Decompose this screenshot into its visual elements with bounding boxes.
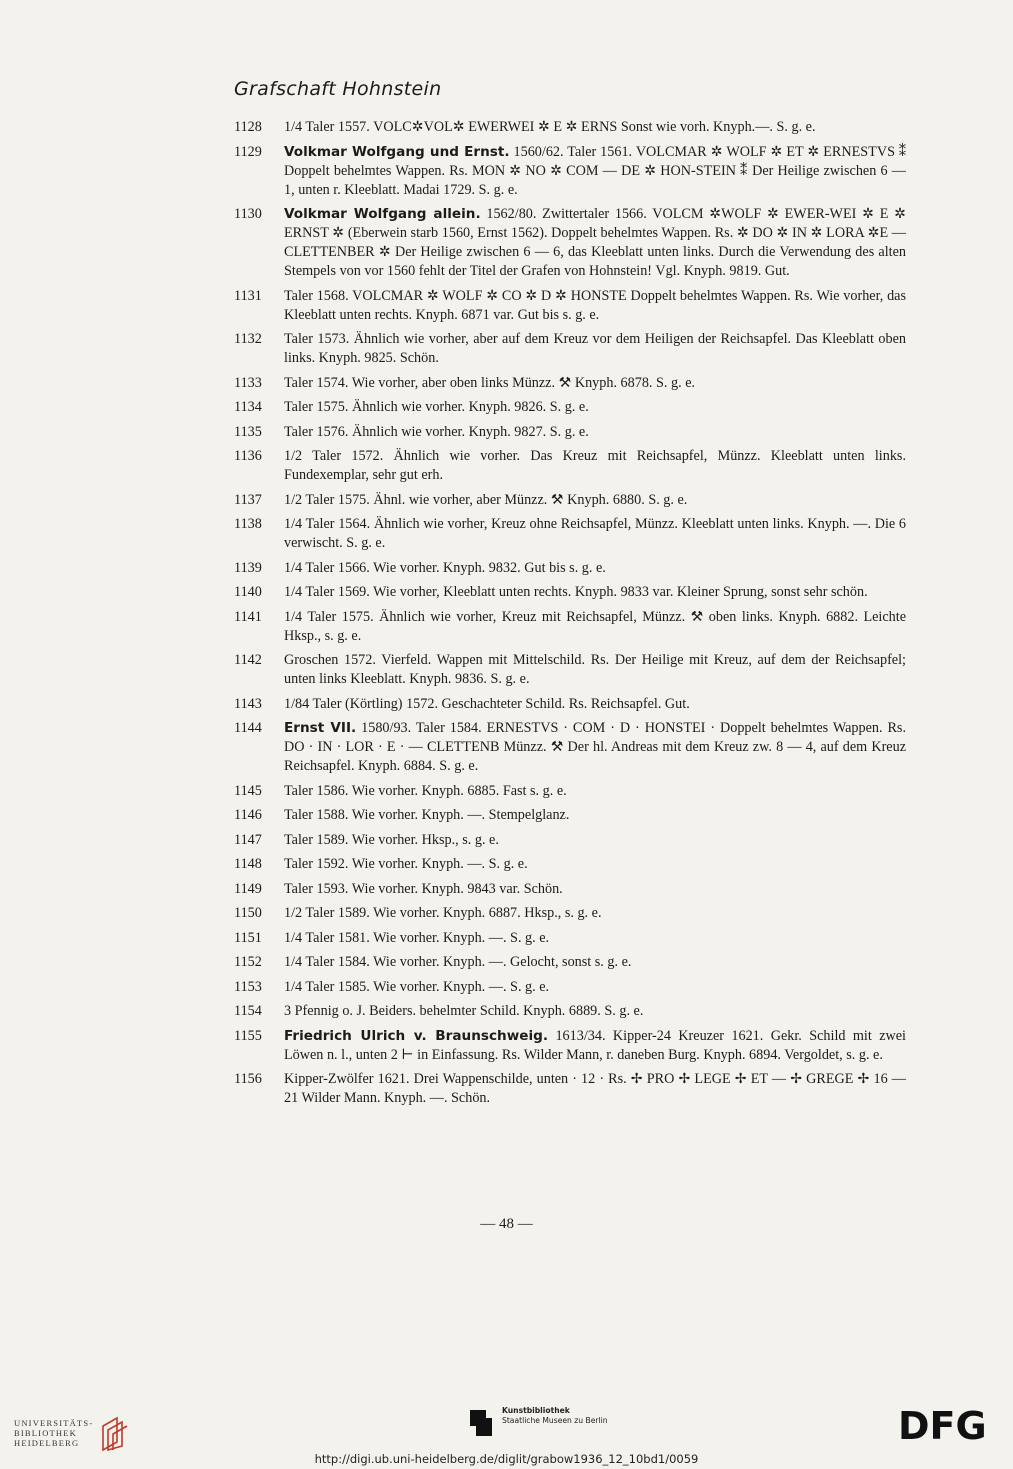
entry-description: [284, 953, 906, 972]
entry-text: 1613/34. Kipper-24 Kreuzer 1621. Gekr. Schild mit zwei Löwen n. l., unten 2 ⊢ in Einfassung. Rs. Wilder Mann, r. daneben Burg. Knyph. 6894. Vergoldet, s. g. e.: [284, 1027, 906, 1063]
entry-number: 1154: [234, 1003, 262, 1019]
catalog-entry: [234, 423, 906, 442]
entry-text: Taler 1575. Ähnlich wie vorher. Knyph. 9826. S. g. e.: [284, 399, 589, 415]
entry-number: 1132: [234, 331, 262, 347]
entry-number: 1155: [234, 1027, 262, 1044]
entry-number: 1141: [234, 608, 262, 625]
catalog-entry: [234, 651, 906, 689]
entry-text: 1/4 Taler 1564. Ähnlich wie vorher, Kreuz ohne Reichsapfel, Münzz. Kleeblatt unten links. Knyph. —. Die 6 verwischt. S. g. e.: [284, 516, 906, 551]
catalog-entry: [234, 287, 906, 325]
entry-text: 1/4 Taler 1584. Wie vorher. Knyph. —. Gelocht, sonst s. g. e.: [284, 954, 632, 970]
entry-description: [284, 719, 906, 776]
catalog-entry: [234, 118, 906, 137]
entry-description: [284, 423, 906, 442]
entry-number: 1139: [234, 559, 262, 576]
entry-description: [284, 515, 906, 553]
entry-description: [284, 782, 906, 801]
catalog-entry: [234, 782, 906, 801]
entry-number: 1137: [234, 491, 262, 508]
entry-text: 1562/80. Zwittertaler 1566. VOLCM ✲WOLF ✲ EWER-WEI ✲ E ✲ ERNST ✲ (Eberwein starb 1560, Ernst 1562). Doppelt behelmtes Wappen. Rs. ✲ DO ✲ IN ✲ LORA ✲E — CLETTENBER ✲ Der Heilige zwischen 6 — 6, das Kleeblatt unten links. Durch die Verwendung des alten Stempels von vor 1560 fehlt der Titel der Grafen von Hohnstein! Vgl. Knyph. 9819. Gut.: [284, 206, 906, 279]
library-emblem-icon: [97, 1414, 133, 1452]
entry-description: [284, 978, 906, 997]
entry-number: 1150: [234, 905, 262, 921]
entry-number: 1143: [234, 695, 262, 712]
kunstbibliothek-emblem-icon: [468, 1406, 494, 1438]
entry-number: 1136: [234, 448, 262, 464]
entry-number: 1140: [234, 584, 262, 600]
entry-text: 1/2 Taler 1572. Ähnlich wie vorher. Das Kreuz mit Reichsapfel, Münzz. Kleeblatt unten links. Fundexemplar, sehr gut erh.: [284, 448, 906, 483]
catalog-entry: [234, 447, 906, 485]
entry-text: 1/2 Taler 1589. Wie vorher. Knyph. 6887. Hksp., s. g. e.: [284, 905, 602, 921]
entry-number: 1147: [234, 831, 262, 848]
entry-text: 1/4 Taler 1585. Wie vorher. Knyph. —. S. g. e.: [284, 978, 550, 995]
entry-number: 1138: [234, 516, 262, 532]
kunstbibliothek-title: Kunstbibliothek: [502, 1406, 570, 1415]
entry-number: 1130: [234, 206, 262, 222]
entry-description: [284, 330, 906, 368]
entry-number: 1133: [234, 374, 262, 391]
catalog-entry: [234, 855, 906, 874]
entry-number: 1145: [234, 782, 262, 799]
catalog-entry: [234, 953, 906, 972]
catalog-entry: [234, 559, 906, 578]
entry-text: Groschen 1572. Vierfeld. Wappen mit Mittelschild. Rs. Der Heilige mit Kreuz, auf dem der Reichsapfel; unten links Kleeblatt. Knyph. 9836. S. g. e.: [284, 652, 906, 687]
catalog-entry: [234, 929, 906, 948]
catalog-entry: [234, 1070, 906, 1108]
entry-text: Taler 1592. Wie vorher. Knyph. —. S. g. e.: [284, 856, 528, 872]
entry-description: [284, 855, 906, 874]
catalog-entry: [234, 143, 906, 200]
entry-description: [284, 651, 906, 689]
entry-ruler-name: Volkmar Wolfgang allein.: [284, 206, 481, 222]
entry-number: 1151: [234, 929, 262, 946]
entry-number: 1149: [234, 880, 262, 897]
entry-description: [284, 118, 906, 137]
entry-text: 1/4 Taler 1566. Wie vorher. Knyph. 9832. Gut bis s. g. e.: [284, 559, 606, 576]
university-library-logo[interactable]: [14, 1414, 133, 1452]
university-library-name: UNIVERSITÄTS- BIBLIOTHEK HEIDELBERG: [14, 1418, 94, 1448]
kunstbibliothek-subtitle: Staatliche Museen zu Berlin: [502, 1416, 608, 1425]
entry-ruler-name: Volkmar Wolfgang und Ernst.: [284, 143, 510, 160]
entry-text: 1560/62. Taler 1561. VOLCMAR ✲ WOLF ✲ ET ✲ ERNESTVS ⁑ Doppelt behelmtes Wappen. Rs. MON ✲ NO ✲ COM — DE ✲ HON-STEIN ⁑ Der Heilige zwischen 6 — 1, unten r. Kleeblatt. Madai 1729. S. g. e.: [284, 143, 907, 198]
entry-description: [284, 374, 906, 393]
catalog-entry: [234, 583, 906, 602]
entry-ruler-name: Friedrich Ulrich v. Braunschweig.: [284, 1027, 549, 1044]
entry-number: 1153: [234, 978, 262, 995]
dfg-wordmark-icon: [898, 1408, 1000, 1442]
catalog-entry: [234, 1027, 906, 1065]
entry-description: [284, 880, 906, 899]
catalog-entry: [234, 515, 906, 553]
entry-text: 1/84 Taler (Körtling) 1572. Geschachteter Schild. Rs. Reichsapfel. Gut.: [284, 695, 690, 712]
catalog-entry: [234, 904, 906, 923]
entry-text: 1/4 Taler 1581. Wie vorher. Knyph. —. S. g. e.: [284, 929, 550, 946]
entry-description: [284, 205, 906, 281]
catalog-entry: [234, 398, 906, 417]
entry-text: Taler 1568. VOLCMAR ✲ WOLF ✲ CO ✲ D ✲ HONSTE Doppelt behelmtes Wappen. Rs. Wie vorher, das Kleeblatt unten rechts. Knyph. 6871 var. Gut bis s. g. e.: [284, 287, 906, 323]
catalog-entry: [234, 330, 906, 368]
entry-number: 1135: [234, 423, 262, 440]
entry-description: [284, 1027, 906, 1065]
entry-description: [284, 583, 906, 602]
footer: [0, 1400, 1013, 1469]
kunstbibliothek-logo[interactable]: [468, 1406, 608, 1438]
dfg-logo[interactable]: [898, 1408, 1000, 1447]
entry-ruler-name: Ernst VII.: [284, 720, 357, 736]
entry-description: [284, 559, 906, 578]
entry-description: [284, 287, 906, 325]
dfg-text: DFG: [898, 1408, 987, 1442]
entry-description: [284, 608, 906, 646]
catalog-entry: [234, 978, 906, 997]
catalog-entry: [234, 374, 906, 393]
entry-text: 1/4 Taler 1569. Wie vorher, Kleeblatt unten rechts. Knyph. 9833 var. Kleiner Sprung, sonst sehr schön.: [284, 584, 868, 600]
entry-description: [284, 447, 906, 485]
entry-text: Taler 1574. Wie vorher, aber oben links Münzz. ⚒ Knyph. 6878. S. g. e.: [284, 374, 696, 391]
catalog-entry: [234, 695, 906, 714]
entry-number: 1156: [234, 1071, 262, 1087]
catalog-entry: [234, 880, 906, 899]
entry-description: [284, 1070, 906, 1108]
entry-description: [284, 929, 906, 948]
entry-number: 1148: [234, 856, 262, 872]
catalog-entry: [234, 806, 906, 825]
entry-number: 1152: [234, 954, 262, 970]
entry-number: 1128: [234, 119, 262, 135]
entry-text: Taler 1573. Ähnlich wie vorher, aber auf dem Kreuz vor dem Heiligen der Reichsapfel. Das Kleeblatt oben links. Knyph. 9825. Schön.: [284, 331, 906, 366]
entry-text: 1/2 Taler 1575. Ähnl. wie vorher, aber Münzz. ⚒ Knyph. 6880. S. g. e.: [284, 491, 688, 508]
page-number: — 48 —: [480, 1216, 533, 1232]
entry-text: 1/4 Taler 1557. VOLC✲VOL✲ EWERWEI ✲ E ✲ ERNS Sonst wie vorh. Knyph.—. S. g. e.: [284, 119, 816, 135]
running-head: Grafschaft Hohnstein: [234, 78, 442, 100]
entry-text: 1580/93. Taler 1584. ERNESTVS · COM · D · HONSTEI · Doppelt behelmtes Wappen. Rs. DO · IN · LOR · E · — CLETTENB Münzz. ⚒ Der hl. Andreas mit dem Kreuz zw. 8 — 4, auf dem Kreuz Reichsapfel. Knyph. 6884. S. g. e.: [284, 720, 906, 774]
entry-description: [284, 695, 906, 714]
source-url-link[interactable]: http://digi.ub.uni-heidelberg.de/diglit/grabow1936_12_10bd1/0059: [314, 1452, 699, 1466]
entry-number: 1142: [234, 652, 262, 668]
catalog-entry: [234, 1002, 906, 1021]
entry-text: Kipper-Zwölfer 1621. Drei Wappenschilde, unten · 12 · Rs. ✢ PRO ✢ LEGE ✢ ET — ✢ GREGE ✢ 16 — 21 Wilder Mann. Knyph. —. Schön.: [284, 1071, 906, 1106]
entry-text: 3 Pfennig o. J. Beiders. behelmter Schild. Knyph. 6889. S. g. e.: [284, 1003, 644, 1019]
entry-text: Taler 1589. Wie vorher. Hksp., s. g. e.: [284, 831, 499, 848]
entry-list: [234, 118, 906, 1114]
entry-description: [284, 143, 906, 200]
entry-description: [284, 904, 906, 923]
entry-number: 1131: [234, 287, 262, 304]
entry-text: Taler 1586. Wie vorher. Knyph. 6885. Fast s. g. e.: [284, 782, 567, 799]
entry-text: 1/4 Taler 1575. Ähnlich wie vorher, Kreuz mit Reichsapfel, Münzz. ⚒ oben links. Knyph. 6882. Leichte Hksp., s. g. e.: [284, 608, 906, 644]
entry-number: 1146: [234, 807, 262, 823]
entry-description: [284, 806, 906, 825]
catalog-entry: [234, 831, 906, 850]
entry-description: [284, 1002, 906, 1021]
catalog-entry: [234, 491, 906, 510]
entry-text: Taler 1588. Wie vorher. Knyph. —. Stempelglanz.: [284, 807, 570, 823]
entry-number: 1144: [234, 720, 262, 736]
entry-text: Taler 1593. Wie vorher. Knyph. 9843 var. Schön.: [284, 880, 563, 897]
entry-number: 1129: [234, 143, 262, 160]
entry-description: [284, 491, 906, 510]
catalog-entry: [234, 608, 906, 646]
entry-text: Taler 1576. Ähnlich wie vorher. Knyph. 9827. S. g. e.: [284, 423, 589, 440]
catalog-entry: [234, 719, 906, 776]
entry-description: [284, 398, 906, 417]
catalog-entry: [234, 205, 906, 281]
entry-number: 1134: [234, 399, 262, 415]
entry-description: [284, 831, 906, 850]
